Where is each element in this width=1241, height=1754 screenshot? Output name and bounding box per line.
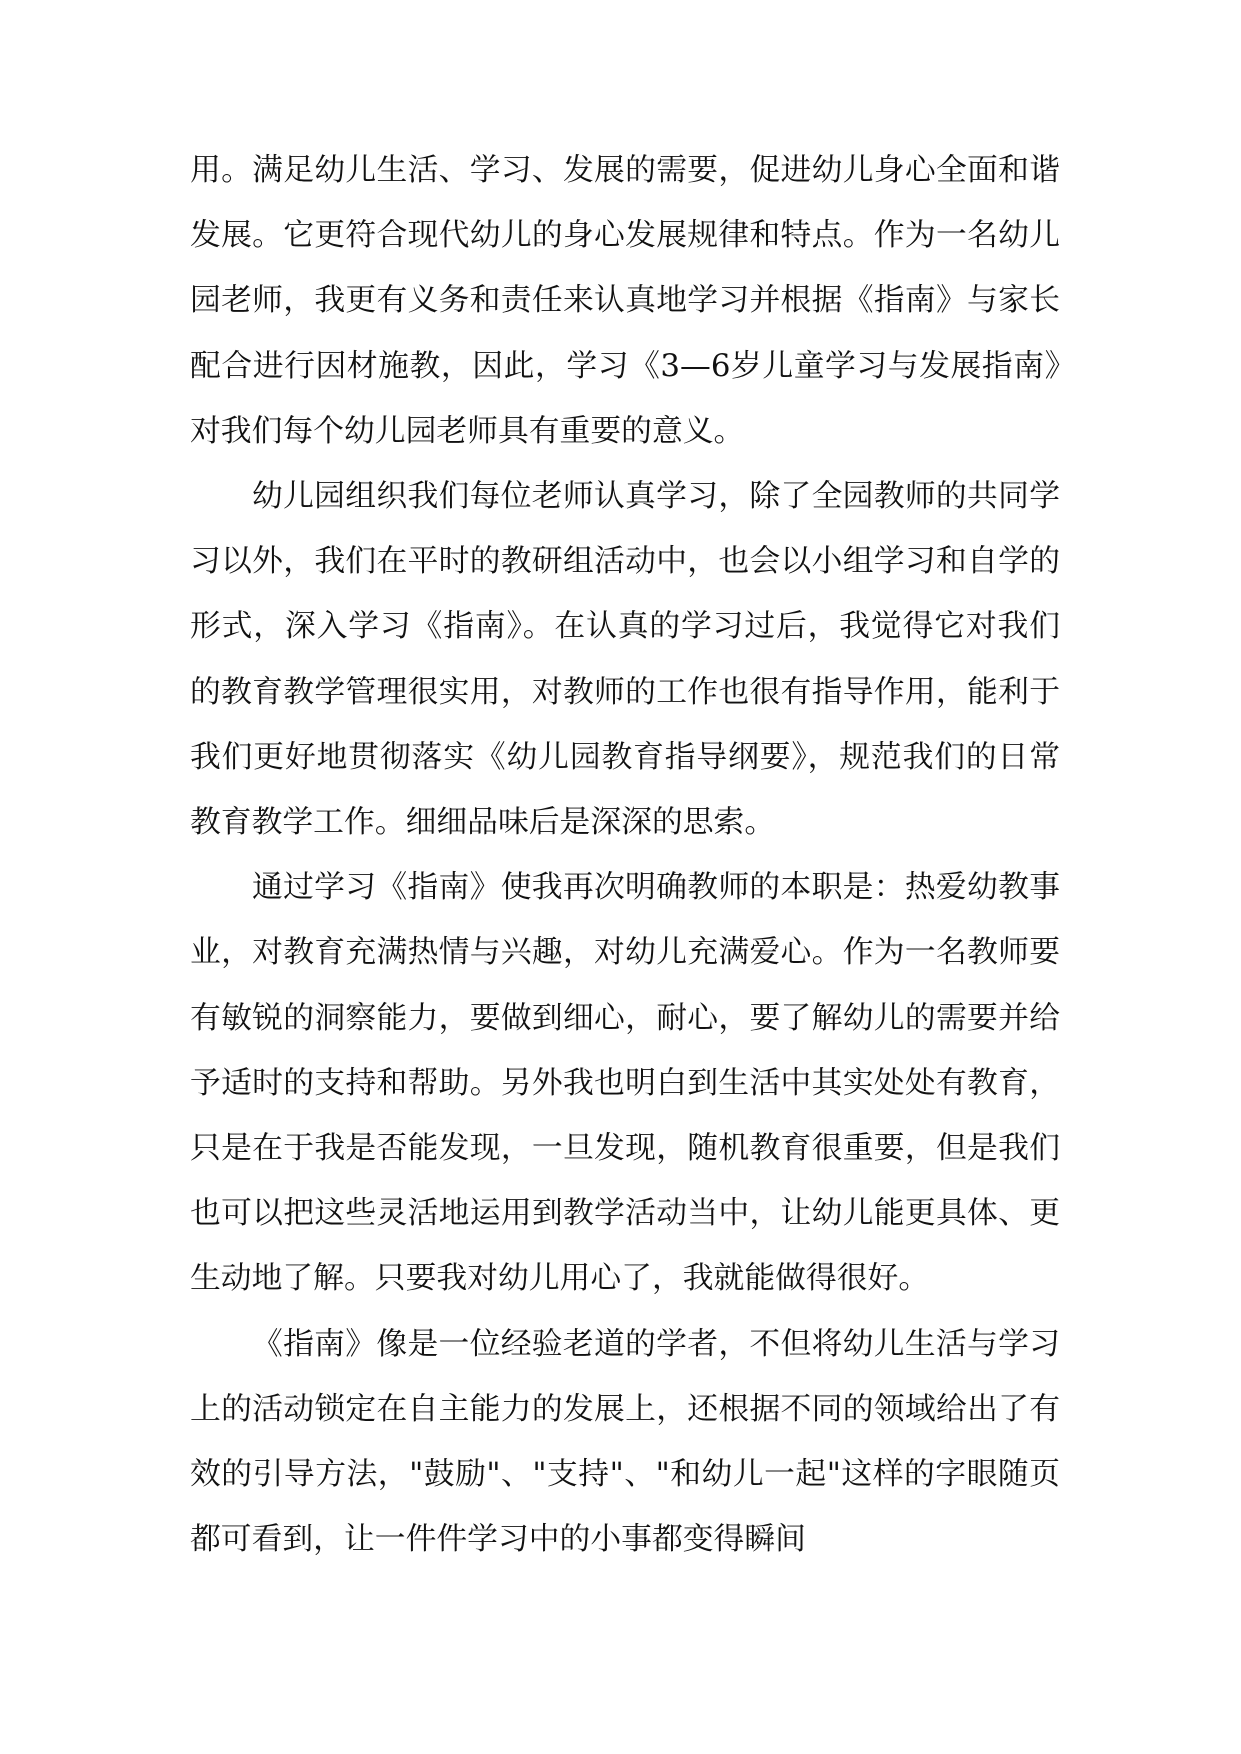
paragraph-teacher-duty: 通过学习《指南》使我再次明确教师的本职是：热爱幼教事业，对教育充满热情与兴趣，对幼儿充满爱心。作为一名教师要有敏锐的洞察能力，要做到细心，耐心，要了解幼儿的需要并给予适时的支持和帮助。另外我也明白到生活中其实处处有教育，只是在于我是否能发现，一旦发现，随机教育很重要，但是我们也可以把这些灵活地运用到教学活动当中，让幼儿能更具体、更生动地了解。只要我对幼儿用心了，我就能做得很好。: [190, 869, 1060, 1297]
paragraph-guide-as-scholar: 《指南》像是一位经验老道的学者，不但将幼儿生活与学习上的活动锁定在自主能力的发展上，还根据不同的领域给出了有效的引导方法，"鼓励"、"支持"、"和幼儿一起"这样的字眼随页都可看到，让一件件学习中的小事都变得瞬间: [190, 1325, 1060, 1558]
paragraph-continuation: 用。满足幼儿生活、学习、发展的需要，促进幼儿身心全面和谐发展。它更符合现代幼儿的身心发展规律和特点。作为一名幼儿园老师，我更有义务和责任来认真地学习并根据《指南》与家长配合进行因材施教，因此，学习《3—6岁儿童学习与发展指南》对我们每个幼儿园老师具有重要的意义。: [190, 152, 1060, 449]
document-page: [190, 138, 1060, 1572]
paragraph-study-organization: 幼儿园组织我们每位老师认真学习，除了全园教师的共同学习以外，我们在平时的教研组活动中，也会以小组学习和自学的形式，深入学习《指南》。在认真的学习过后，我觉得它对我们的教育教学管理很实用，对教师的工作也很有指导作用，能利于我们更好地贯彻落实《幼儿园教育指导纲要》，规范我们的日常教育教学工作。细细品味后是深深的思索。: [190, 478, 1060, 841]
